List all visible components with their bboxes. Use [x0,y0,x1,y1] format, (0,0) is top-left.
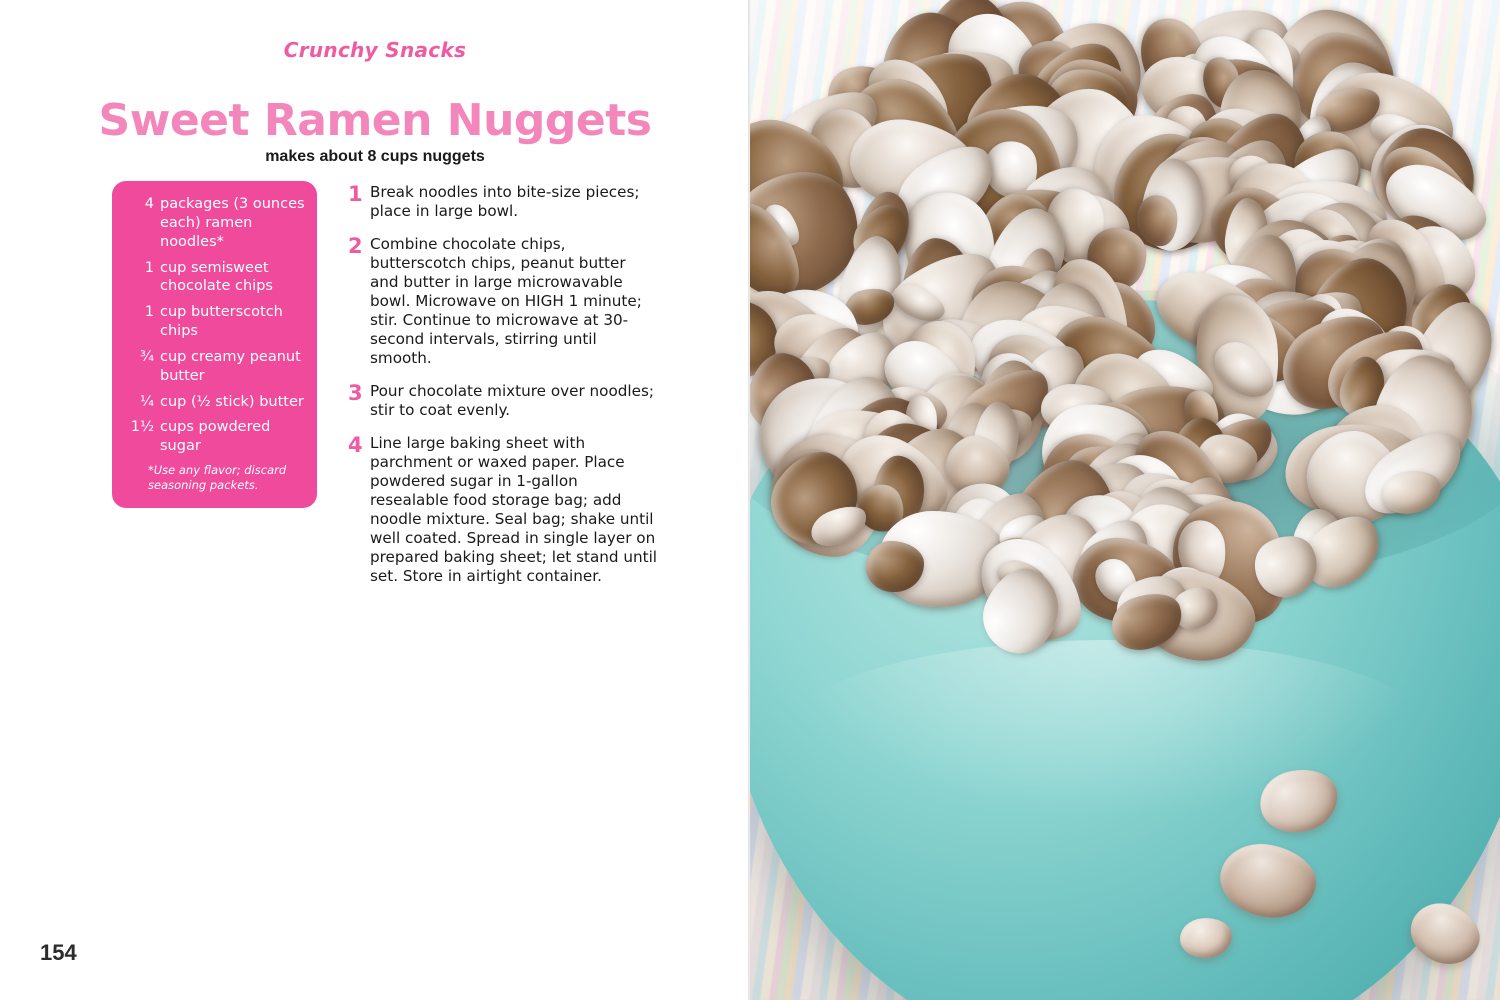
ingredient-item [124,393,305,412]
ingredients-panel [112,181,317,508]
ingredient-name: cup semisweet chocolate chips [160,259,273,295]
page-title: Sweet Ramen Nuggets [98,95,652,146]
ingredient-name: cup creamy peanut butter [160,348,301,384]
ingredient-name: cup (½ stick) butter [160,393,304,410]
ingredient-amount: 1 [144,259,154,276]
ingredient-name: cups powdered sugar [160,419,271,455]
direction-step [348,235,658,368]
recipe-yield: makes about 8 cups nuggets [265,148,485,165]
step-text: Line large baking sheet with parchment or waxed paper. Place powdered sugar in 1-gallon resealable food storage bag; add noodle mixture. Seal bag; shake until well coated. Spread in single layer on prepared baking sheet; let stand until set. Store in airtight container. [370,434,658,585]
ingredient-item [124,348,305,386]
ingredient-amount: ¼ [139,393,154,410]
ingredient-name: packages (3 ounces each) ramen noodles* [160,196,305,250]
chapter-category: Crunchy Snacks [283,38,467,62]
ingredient-item [124,195,305,252]
ingredient-amount: 1½ [130,419,154,436]
step-text: Break noodles into bite-size pieces; place in large bowl. [370,183,640,220]
directions-list [348,183,658,600]
ingredient-name: cup butterscotch chips [160,304,283,340]
step-number: 2 [348,234,363,258]
step-number: 4 [348,433,363,457]
ingredient-item [124,418,305,456]
page-number: 154 [40,940,77,965]
step-text: Combine chocolate chips, butterscotch chips, peanut butter and butter in large microwavable bowl. Microwave on HIGH 1 minute; stir. Continue to microwave at 30-second intervals, stirring until smooth. [370,235,642,367]
ingredient-amount: 4 [144,196,154,212]
ingredient-amount: 1 [144,304,154,321]
step-text: Pour chocolate mixture over noodles; stir to coat evenly. [370,382,654,419]
direction-step [348,434,658,586]
nugget-pile [750,0,1500,710]
ingredient-item [124,303,305,341]
ingredients-footnote: *Use any flavor; discard seasoning packets. [148,463,287,492]
step-number: 3 [348,381,363,405]
recipe-photo [750,0,1500,1000]
ingredient-item [124,259,305,297]
direction-step [348,183,658,221]
ingredient-amount: ¾ [139,348,154,365]
step-number: 1 [348,182,363,206]
direction-step [348,382,658,420]
